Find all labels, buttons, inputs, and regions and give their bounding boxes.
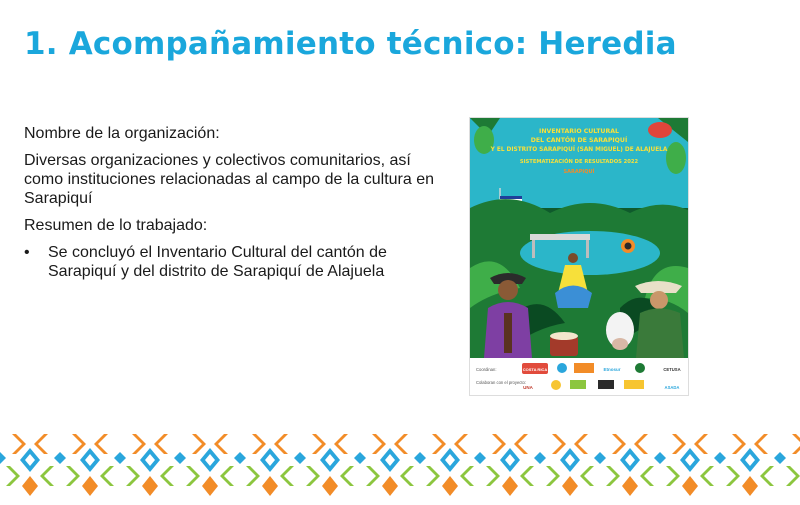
poster-image	[470, 118, 688, 395]
poster-title-line3: Y EL DISTRITO SARAPIQUÍ (SAN MIGUEL) DE ALAJUELA	[490, 147, 668, 153]
poster-title-line2: DEL CANTÓN DE SARAPIQUÍ	[530, 137, 628, 144]
summary-list	[24, 243, 434, 281]
logo-una: UNA	[523, 385, 533, 390]
logo-asada: ASADA	[664, 385, 680, 390]
summary-item-text: Se concluyó el Inventario Cultural del cantón de Sarapiquí y del distrito de Sarapiquí de Alajuela	[48, 244, 387, 280]
slide-title: 1. Acompañamiento técnico: Heredia	[24, 26, 677, 62]
logo-costa-rica: COSTA RICA	[522, 367, 548, 372]
org-description: Diversas organizaciones y colectivos comunitarios, así como instituciones relacionadas al campo de la cultura en Sarapiquí	[24, 152, 435, 207]
logo-cetusa: CETUSA	[663, 367, 681, 372]
poster-title-line1: INVENTARIO CULTURAL	[539, 128, 619, 135]
poster-coordinates-label: Coordinan:	[476, 367, 497, 372]
org-label: Nombre de la organización:	[24, 125, 220, 142]
poster-brand: SARAPIQUÍ	[563, 169, 595, 175]
decorative-pattern-border	[0, 428, 800, 500]
content-text-block	[24, 124, 434, 281]
summary-item	[24, 243, 434, 281]
poster-collaborators-label: Colaboran con el proyecto:	[476, 380, 527, 385]
logo-etnosur: Etnosur	[603, 367, 621, 372]
poster-subtitle: SISTEMATIZACIÓN DE RESULTADOS 2022	[519, 159, 639, 165]
bullet-icon: •	[24, 244, 30, 261]
summary-label: Resumen de lo trabajado:	[24, 217, 208, 234]
